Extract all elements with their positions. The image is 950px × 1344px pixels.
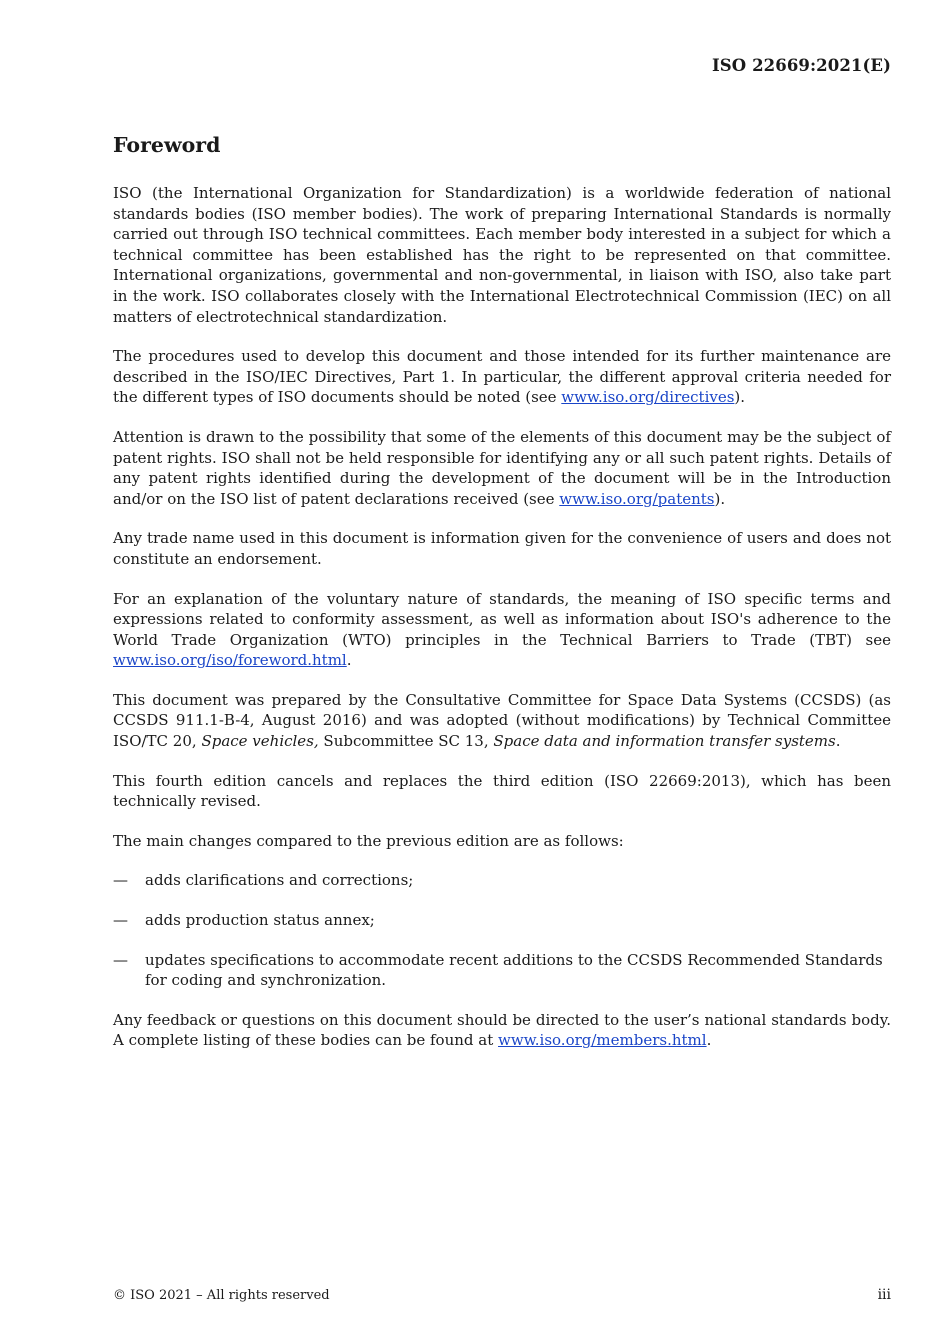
paragraph-changes-intro [113, 831, 891, 852]
paragraph-text: For an explanation of the voluntary nature of standards, the meaning of ISO specific terms and expressions related to conformity assessment, as well as information about ISO's adherence to the World Trade Organization (WTO) principles in the Technical Barriers to Trade (TBT) see [113, 589, 891, 649]
paragraph-text: . [835, 732, 841, 751]
directives-link[interactable]: www.iso.org/directives [561, 388, 735, 407]
paragraph-iso-intro [113, 183, 891, 327]
paragraph-text: ). [714, 489, 726, 508]
foreword-section [113, 130, 891, 1070]
paragraph-voluntary-nature [113, 589, 891, 671]
paragraph-text: ISO (the International Organization for Standardization) is a worldwide federation of national standards bodies (ISO member bodies). The work of preparing International Standards is normally carried out through ISO technical committees. Each member body interested in a subject for which a technical committee has been established has the right to be represented on that committee. International organizations, governmental and non-governmental, in liaison with ISO, also take part in the work. ISO collaborates closely with the International Electrotechnical Commission (IEC) on all matters of electrotechnical standardization. [113, 184, 891, 326]
paragraph-procedures [113, 346, 891, 408]
copyright-notice: © ISO 2021 – All rights reserved [113, 1288, 330, 1303]
subcommittee-title-italic: Space data and information transfer systems [493, 732, 836, 751]
paragraph-text: This fourth edition cancels and replaces the third edition (ISO 22669:2013), which has been technically revised. [113, 771, 891, 811]
list-item-text: adds clarifications and corrections; [145, 871, 414, 890]
paragraph-trade-name [113, 528, 891, 569]
paragraph-text: Attention is drawn to the possibility that some of the elements of this document may be the subject of patent rights. ISO shall not be held responsible for identifying any or all such patent rights. Details of any patent rights identified during the development of the document will be in the Introduction and/or on the ISO list of patent declarations received (see [113, 427, 891, 508]
paragraph-text: ). [734, 388, 746, 407]
list-item-text: adds production status annex; [145, 911, 375, 930]
list-item [113, 950, 891, 991]
members-link[interactable]: www.iso.org/members.html [498, 1031, 707, 1050]
paragraph-text: . [346, 651, 352, 670]
list-item [113, 870, 891, 891]
dash-bullet: — [113, 871, 128, 890]
list-item [113, 910, 891, 931]
committee-title-italic: Space vehicles, [201, 732, 319, 751]
patents-link[interactable]: www.iso.org/patents [559, 489, 715, 508]
paragraph-prepared-by [113, 690, 891, 752]
paragraph-text: . [706, 1031, 712, 1050]
page-number: iii [877, 1287, 891, 1303]
paragraph-edition [113, 771, 891, 812]
foreword-link[interactable]: www.iso.org/iso/foreword.html [113, 651, 347, 670]
document-code: ISO 22669:2021(E) [711, 56, 891, 75]
list-item-text: updates specifications to accommodate recent additions to the CCSDS Recommended Standards for coding and synchronization. [145, 950, 883, 990]
page-title: Foreword [113, 133, 221, 157]
paragraph-text: This document was prepared by the Consultative Committee for Space Data Systems (CCSDS) (as CCSDS 911.1-B-4, August 2016) and was adopted (without modifications) by Technical Committee ISO/TC 20, [113, 690, 891, 751]
paragraph-text: Any trade name used in this document is information given for the convenience of users and does not constitute an endorsement. [113, 529, 891, 568]
paragraph-text: Subcommittee SC 13, [318, 732, 494, 751]
dash-bullet: — [113, 911, 128, 930]
paragraph-feedback [113, 1010, 891, 1051]
changes-list [113, 870, 891, 990]
paragraph-patents [113, 427, 891, 509]
paragraph-text: The main changes compared to the previous edition are as follows: [113, 831, 624, 850]
dash-bullet: — [113, 950, 128, 969]
paragraph-text: Any feedback or questions on this document should be directed to the user’s national standards body. A complete listing of these bodies can be found at [113, 1010, 891, 1050]
paragraph-text: The procedures used to develop this document and those intended for its further maintenance are described in the ISO/IEC Directives, Part 1. In particular, the different approval criteria needed for the different types of ISO documents should be noted (see [113, 347, 891, 407]
